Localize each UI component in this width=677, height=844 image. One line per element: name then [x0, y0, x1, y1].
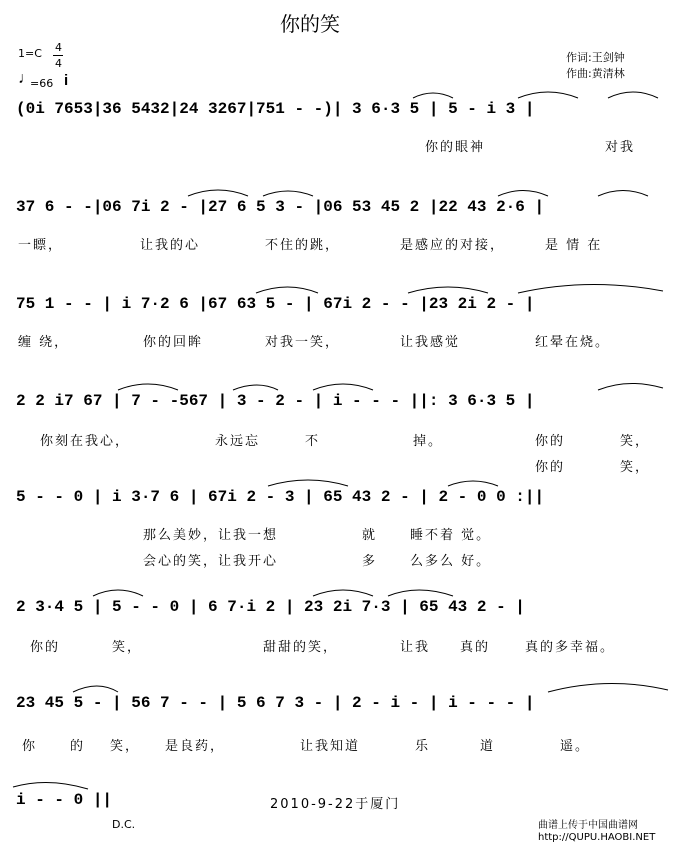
watermark: [538, 820, 655, 844]
lyric-line-1a: 你的眼神: [425, 140, 486, 155]
start-note-indicator: i: [64, 72, 69, 89]
lyric-line-2c: 不住的跳，: [265, 238, 341, 253]
key-signature: 1=C: [18, 47, 42, 60]
lyric-line-7h: 遥。: [560, 739, 591, 754]
slur-marks: [8, 190, 670, 224]
score-line-4: [8, 384, 670, 418]
lyric-line-4f: 笑，: [620, 434, 651, 449]
time-signature-bottom: 4: [55, 57, 62, 70]
lyric-line-6b: 笑，: [112, 640, 143, 655]
lyric-line-2a: 一瞟，: [18, 238, 64, 253]
lyric-line-6c: 甜甜的笑，: [263, 640, 339, 655]
lyric-line-6f: 真的多幸福。: [525, 640, 616, 655]
notation-line: 2 2 i7 67 | 7 - -567 | 3 - 2 - | i - - - ||: 3 6·3 5 |: [16, 392, 535, 410]
slur-marks: [8, 686, 670, 720]
lyric-line-7g: 道: [480, 739, 496, 754]
lyric-line-7d: 是良药，: [165, 739, 226, 754]
lyricist-credit: 作词:王剑钟: [566, 51, 625, 64]
slur-marks: [8, 92, 670, 126]
slur-marks: [8, 384, 670, 418]
lyric-line-5b: 就: [362, 528, 378, 543]
lyric-line-5-verse2b: 多: [362, 554, 378, 569]
time-signature-line: [53, 55, 63, 56]
score-line-2: [8, 190, 670, 224]
notation-line: i - - 0 ||: [16, 791, 113, 809]
notation-line: 37 6 - -|06 7i 2 - |27 6 5 3 - |06 53 45 2 |22 43 2·6 |: [16, 198, 545, 216]
lyric-line-5a: 那么美妙，让我一想: [143, 528, 279, 543]
lyric-line-4-verse2b: 笑，: [620, 460, 651, 475]
composition-date: 2010-9-22于厦门: [270, 797, 401, 812]
lyric-line-7a: 你: [22, 739, 38, 754]
lyric-line-2e: 是 情 在: [545, 238, 603, 253]
lyric-line-7f: 乐: [415, 739, 431, 754]
lyric-line-4c: 不: [305, 434, 321, 449]
lyric-line-7b: 的: [70, 739, 86, 754]
lyric-line-7c: 笑，: [110, 739, 141, 754]
lyric-line-4d: 掉。: [413, 434, 444, 449]
lyric-line-1b: 对我: [605, 140, 636, 155]
slur-marks: [8, 480, 670, 514]
lyric-line-6d: 让我: [400, 640, 431, 655]
slur-marks: [8, 287, 670, 321]
score-line-8: [8, 783, 168, 817]
watermark-line-1: 曲谱上传于中国曲谱网: [538, 820, 638, 831]
lyric-line-2d: 是感应的对接，: [400, 238, 506, 253]
score-title: 你的笑: [280, 12, 340, 36]
lyric-line-6e: 真的: [460, 640, 491, 655]
time-signature-top: 4: [55, 41, 62, 54]
score-line-3: [8, 287, 670, 321]
notation-line: 75 1 - - | i 7·2 6 |67 63 5 - | 67i 2 - - |23 2i 2 - |: [16, 295, 535, 313]
slur-marks: [8, 590, 670, 624]
score-line-1: [8, 92, 670, 126]
lyric-line-4b: 永远忘: [215, 434, 261, 449]
lyric-line-2b: 让我的心: [140, 238, 201, 253]
score-line-6: [8, 590, 670, 624]
lyric-line-3a: 缠 绕，: [18, 335, 70, 350]
score-line-7: [8, 686, 670, 720]
lyric-line-5c: 睡不着 觉。: [410, 528, 492, 543]
notation-line: (0i 7653|36 5432|24 3267|751 - -)| 3 6·3 5 | 5 - i 3 |: [16, 100, 535, 118]
composer-credit: 作曲:黄清林: [566, 67, 625, 80]
lyric-line-7e: 让我知道: [300, 739, 361, 754]
quarter-note-icon: ♩: [18, 70, 34, 87]
watermark-line-2: http://QUPU.HAOBI.NET: [538, 832, 656, 843]
notation-line: 23 45 5 - | 56 7 - - | 5 6 7 3 - | 2 - i - | i - - - |: [16, 694, 535, 712]
lyric-line-4e: 你的: [535, 434, 566, 449]
lyric-line-6a: 你的: [30, 640, 61, 655]
lyric-line-3e: 红晕在烧。: [535, 335, 611, 350]
lyric-line-5-verse2a: 会心的笑，让我开心: [143, 554, 279, 569]
lyric-line-3b: 你的回眸: [143, 335, 204, 350]
notation-line: 2 3·4 5 | 5 - - 0 | 6 7·i 2 | 23 2i 7·3 | 65 43 2 - |: [16, 598, 525, 616]
slur-marks: [8, 783, 168, 817]
lyric-line-4a: 你刻在我心，: [40, 434, 131, 449]
notation-line: 5 - - 0 | i 3·7 6 | 67i 2 - 3 | 65 43 2 - | 2 - 0 0 :||: [16, 488, 545, 506]
lyric-line-4-verse2a: 你的: [535, 460, 566, 475]
dc-marking: D.C.: [112, 818, 136, 831]
lyric-line-3c: 对我一笑，: [265, 335, 341, 350]
score-line-5: [8, 480, 670, 514]
lyric-line-5-verse2c: 么多么 好。: [410, 554, 492, 569]
lyric-line-3d: 让我感觉: [400, 335, 461, 350]
tempo-marking: =66: [30, 77, 54, 90]
